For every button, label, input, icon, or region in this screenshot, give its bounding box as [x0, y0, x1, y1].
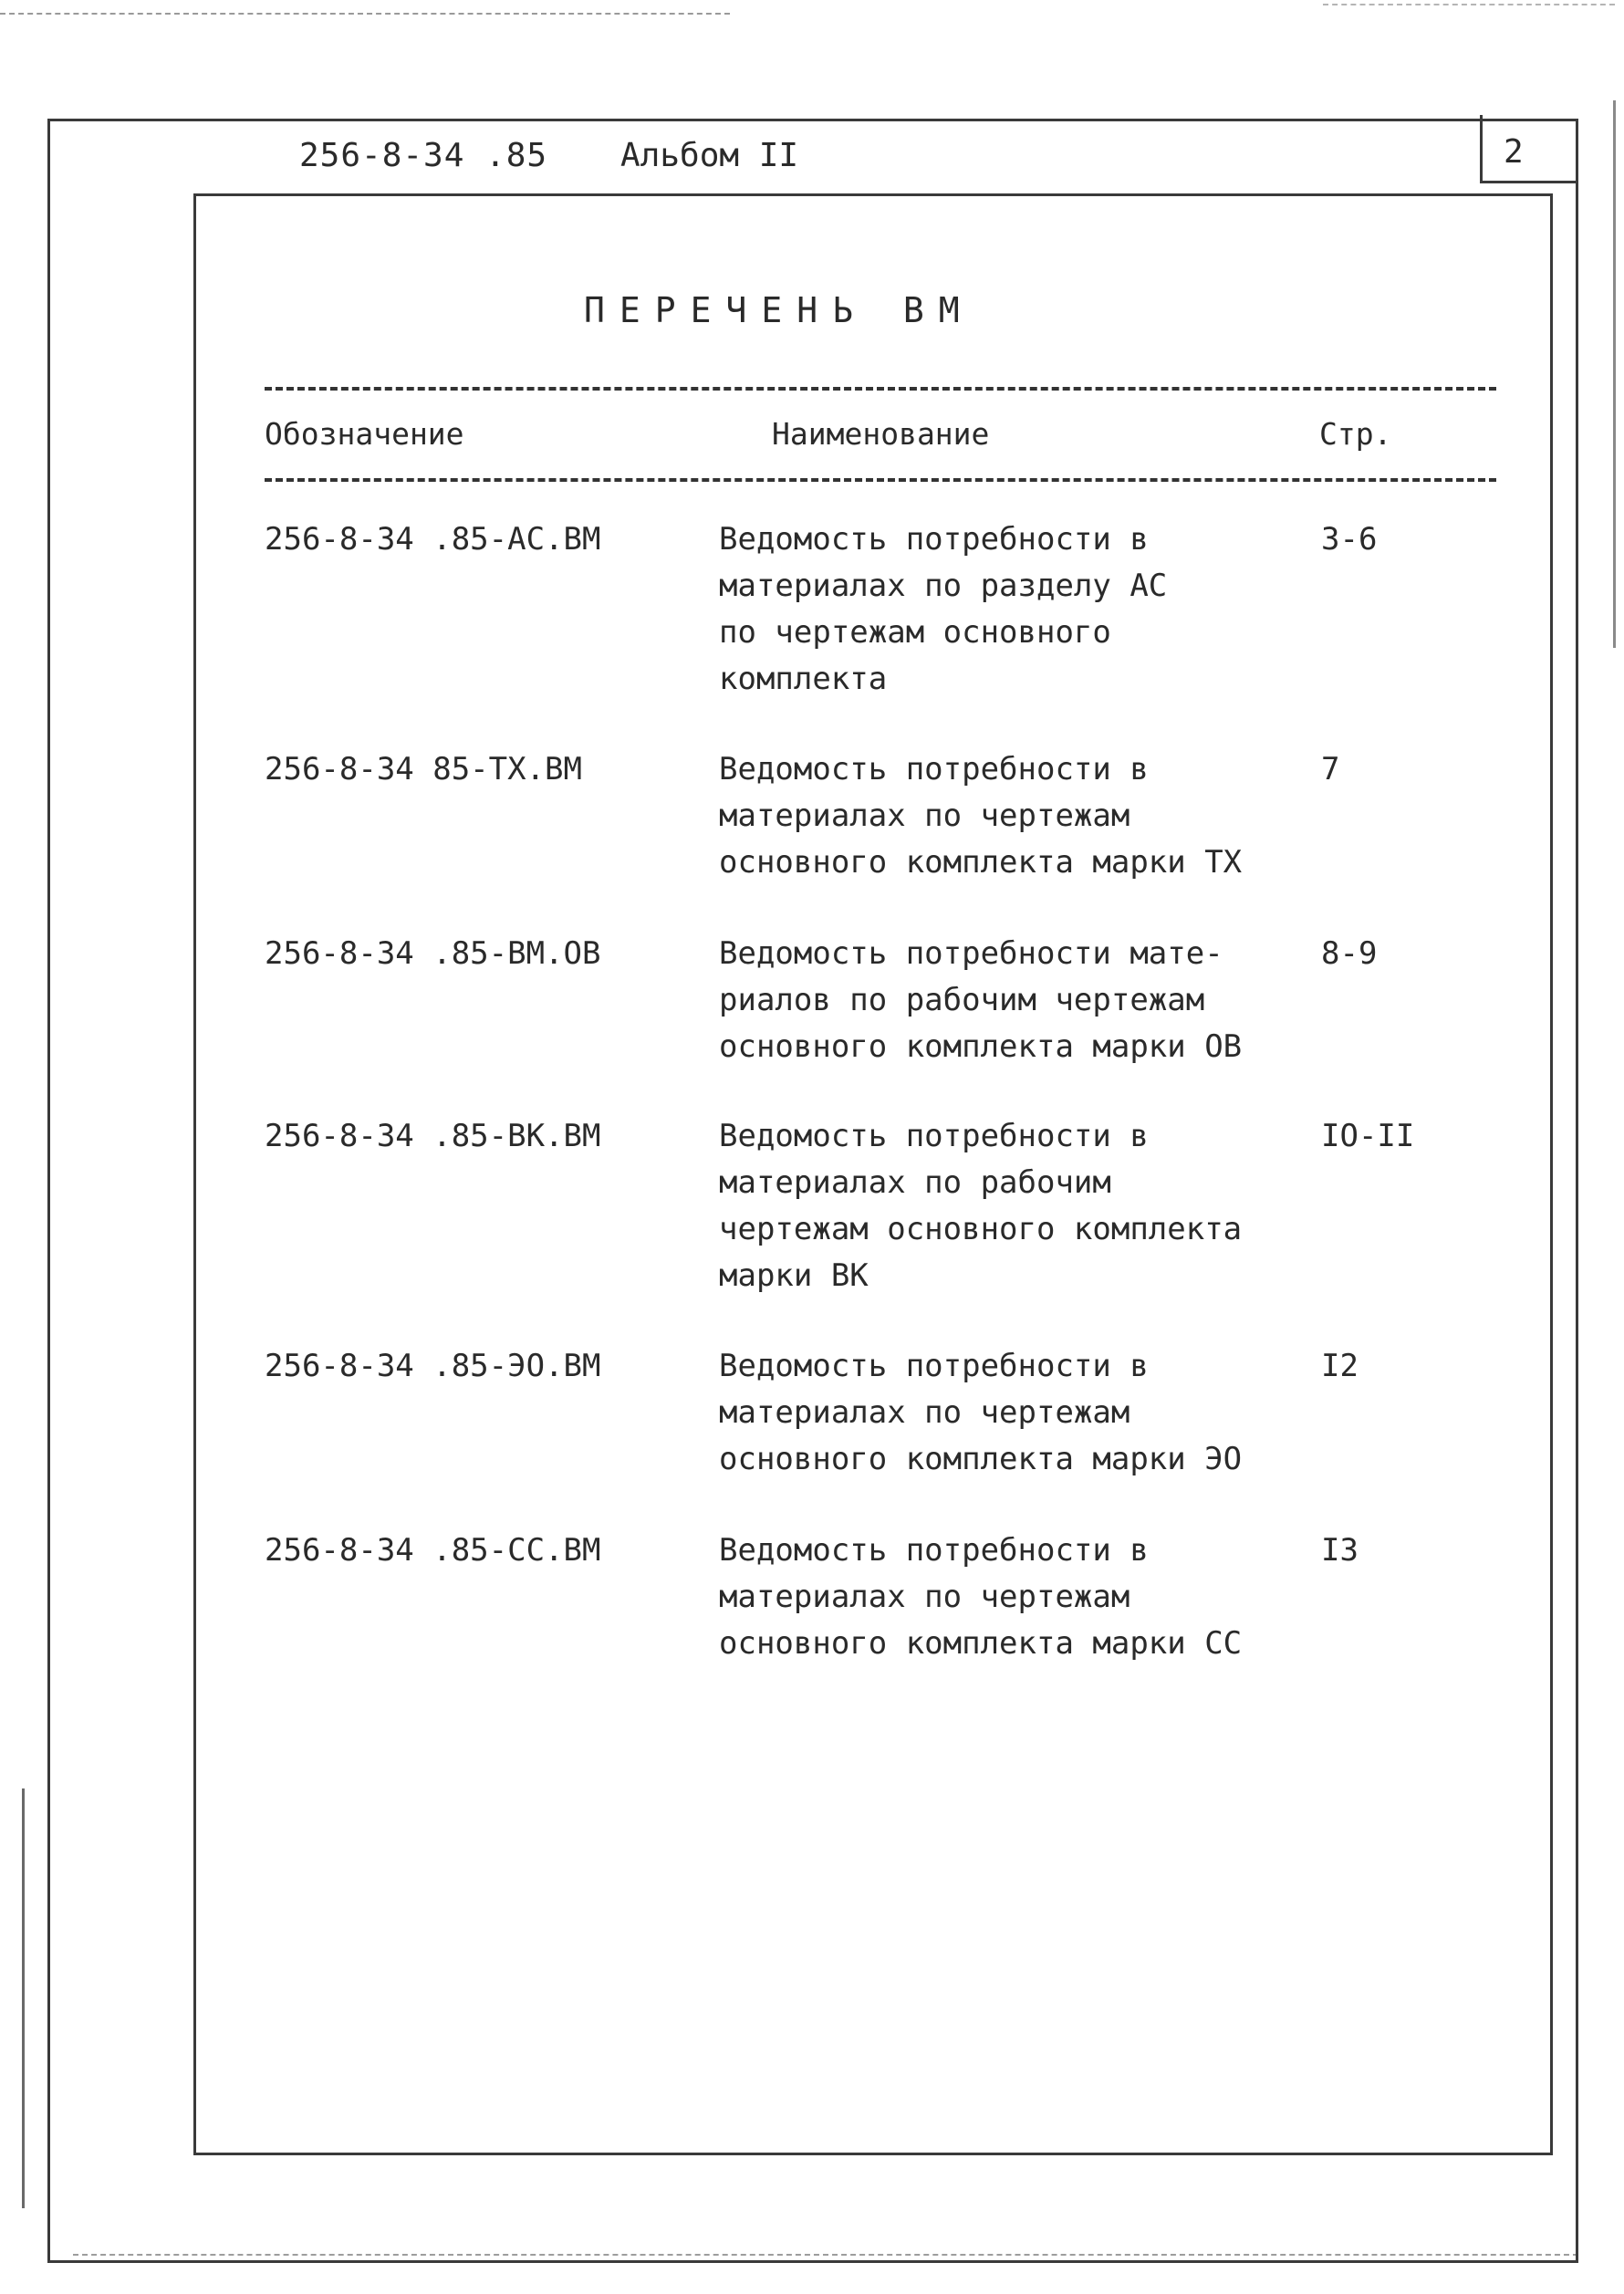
row-name — [719, 931, 1412, 1070]
header-document-code: 256-8-34 .85 — [299, 137, 548, 174]
row-designation: 256-8-34 .85-ВМ.ОВ — [265, 935, 601, 972]
row-name-line: материалах по рабочим — [719, 1164, 1111, 1201]
row-name-line: по чертежам основного — [719, 614, 1111, 651]
row-name-line: чертежам основного комплекта — [719, 1211, 1243, 1247]
scan-artifact-top — [0, 13, 730, 15]
row-name-line: Ведомость потребности мате- — [719, 935, 1223, 972]
column-header-name: Наименование — [772, 416, 990, 452]
document-title: ПЕРЕЧЕНЬ ВМ — [584, 290, 974, 330]
row-name-line: материалах по чертежам — [719, 1579, 1130, 1615]
row-designation: 256-8-34 .85-СС.ВМ — [265, 1532, 601, 1569]
row-name-line: риалов по рабочим чертежам — [719, 982, 1205, 1018]
scan-artifact-right-edge — [1613, 100, 1616, 648]
row-name-line: марки ВК — [719, 1257, 869, 1294]
row-name-line: основного комплекта марки СС — [719, 1625, 1243, 1662]
row-name-line: Ведомость потребности в — [719, 521, 1149, 558]
row-name-line: основного комплекта марки ОВ — [719, 1028, 1243, 1065]
page-number: 2 — [1504, 133, 1524, 171]
row-designation: 256-8-34 .85-АС.ВМ — [265, 521, 601, 558]
row-name-line: материалах по чертежам — [719, 1394, 1130, 1431]
column-header-page: Стр. — [1319, 416, 1392, 452]
row-name-line: материалах по чертежам — [719, 798, 1130, 834]
row-name — [719, 1113, 1415, 1299]
scan-artifact-top-right — [1323, 4, 1615, 5]
row-name-line: Ведомость потребности в — [719, 1348, 1149, 1384]
scan-artifact-left-margin — [22, 1788, 25, 2208]
row-page: 8-9 — [1321, 935, 1378, 972]
row-name-line: основного комплекта марки ТХ — [719, 844, 1243, 881]
row-name — [719, 746, 1412, 886]
row-name — [719, 1343, 1412, 1483]
row-page: I3 — [1321, 1532, 1359, 1569]
row-page: 7 — [1321, 751, 1340, 787]
row-designation: 256-8-34 .85-ЭО.ВМ — [265, 1348, 601, 1384]
row-name — [719, 1528, 1412, 1667]
header-album: Альбом II — [620, 137, 799, 174]
row-page: I2 — [1321, 1348, 1359, 1384]
row-name-line: Ведомость потребности в — [719, 1532, 1149, 1569]
row-name-line: Ведомость потребности в — [719, 751, 1149, 787]
row-name-line: основного комплекта марки ЭО — [719, 1441, 1243, 1477]
page-number-box — [1480, 115, 1578, 183]
row-name — [719, 516, 1412, 703]
table-header-top-rule — [265, 387, 1496, 391]
row-page: 3-6 — [1321, 521, 1378, 558]
row-designation: 256-8-34 .85-ВК.ВМ — [265, 1118, 601, 1154]
row-name-line: комплекта — [719, 661, 888, 697]
column-header-designation: Обозначение — [265, 416, 464, 452]
row-name-line: Ведомость потребности в — [719, 1118, 1149, 1154]
row-name-line: материалах по разделу АС — [719, 568, 1168, 604]
row-designation: 256-8-34 85-ТХ.ВМ — [265, 751, 582, 787]
row-page: IO-II — [1321, 1118, 1415, 1154]
table-header-bottom-rule — [265, 478, 1496, 482]
